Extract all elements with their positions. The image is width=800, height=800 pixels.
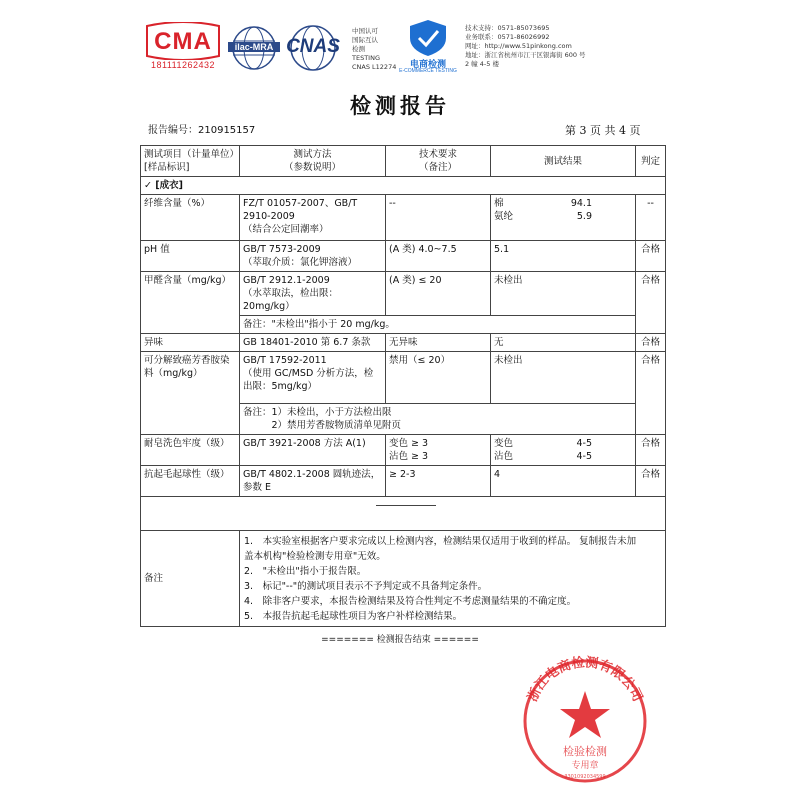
table-row [141, 352, 666, 404]
cnas-caption-line: TESTING [352, 54, 380, 62]
cma-number: 181111262432 [150, 60, 216, 70]
cnas-logo [283, 24, 343, 72]
ecommerce-logo-sub: E-COMMERCE TESTING [399, 68, 457, 74]
verdict-cell: -- [636, 195, 666, 241]
contact-block [465, 24, 665, 69]
remark-line: 2. "未检出"指小于报告限。 [244, 566, 367, 577]
verdict-cell: 合格 [636, 466, 666, 497]
seal-code: 3301092034599 [564, 774, 606, 780]
result-cell: 未检出 [491, 272, 636, 316]
table-row [141, 241, 666, 272]
seal-center-text: 检验检测 [563, 745, 607, 758]
header-result: 测试结果 [491, 146, 636, 177]
requirement-cell: ≥ 2-3 [386, 466, 491, 497]
contact-line: 网址：http://www.51pinkong.com [465, 42, 572, 50]
requirement-cell: 无异味 [386, 334, 491, 352]
contact-line: 地址：浙江省杭州市江干区银海街 600 号 [465, 51, 586, 59]
method-cell: GB/T 17592-2011 （使用 GC/MSD 分析方法，检 出限：5mg/kg） [240, 352, 386, 404]
table-row [141, 272, 666, 316]
cma-logo [143, 22, 223, 74]
table-row [141, 466, 666, 497]
cma-logo-text: CMA [154, 28, 212, 55]
table-header-row [141, 146, 666, 177]
note-cell: 备注：1）未检出，小于方法检出限 2）禁用芳香胺物质清单见附页 [240, 404, 636, 435]
table-row [141, 334, 666, 352]
cnas-caption-line: 国际互认 [352, 36, 378, 44]
section-label: ✓ [成衣] [141, 177, 666, 195]
method-cell: GB/T 7573-2009 （萃取介质：氯化钾溶液） [240, 241, 386, 272]
header-method: 测试方法 （参数说明） [240, 146, 386, 177]
item-cell: 异味 [141, 334, 240, 352]
verdict-cell: 合格 [636, 241, 666, 272]
remarks-row [141, 531, 666, 627]
remarks-label: 备注 [141, 531, 240, 627]
ilac-mra-text: ilac-MRA [228, 42, 280, 52]
section-row [141, 177, 666, 195]
header-requirement: 技术要求 （备注） [386, 146, 491, 177]
method-cell: GB/T 4802.1-2008 圆轨迹法， 参数 E [240, 466, 386, 497]
item-cell: pH 值 [141, 241, 240, 272]
header-item: 测试项目（计量单位） [样品标识] [141, 146, 240, 177]
result-cell: 无 [491, 334, 636, 352]
item-cell: 抗起毛起球性（级） [141, 466, 240, 497]
official-seal-icon [515, 655, 655, 785]
remark-line: 1. 本实验室根据客户要求完成以上检测内容，检测结果仅适用于收到的样品。 复制报告未加 [244, 536, 637, 547]
method-cell: GB/T 3921-2008 方法 A(1) [240, 435, 386, 466]
ilac-mra-logo [230, 24, 278, 72]
cnas-caption [352, 27, 402, 72]
ecommerce-testing-logo [398, 18, 458, 76]
note-cell: 备注："未检出"指小于 20 mg/kg。 [240, 316, 636, 334]
official-seal [515, 655, 655, 785]
method-cell: GB 18401-2010 第 6.7 条款 [240, 334, 386, 352]
table-row [141, 435, 666, 466]
contact-line: 技术支持：0571-85073695 [465, 24, 550, 32]
result-cell: 未检出 [491, 352, 636, 404]
requirement-cell: (A 类) 4.0~7.5 [386, 241, 491, 272]
cnas-caption-line: 中国认可 [352, 27, 378, 35]
verdict-cell: 合格 [636, 272, 666, 334]
report-number: 报告编号：210915157 [148, 125, 256, 136]
contact-line: 2 幢 4-5 楼 [465, 60, 499, 68]
requirement-cell: (A 类) ≤ 20 [386, 272, 491, 316]
requirement-cell: 变色 ≥ 3 沾色 ≥ 3 [386, 435, 491, 466]
remark-line: 5. 本报告抗起毛起球性项目为客户补样检测结果。 [244, 611, 463, 622]
divider [376, 505, 436, 506]
contact-line: 业务联系：0571-86026992 [465, 33, 550, 41]
result-cell: 5.1 [491, 241, 636, 272]
seal-ring-text: 浙江电商检测有限公司 [525, 655, 645, 705]
result-cell: 棉 94.1 氨纶 5.9 [491, 195, 636, 241]
requirement-cell: 禁用（≤ 20） [386, 352, 491, 404]
result-cell: 变色 4-5 沾色 4-5 [491, 435, 636, 466]
requirement-cell: -- [386, 195, 491, 241]
report-end-line: ======= 检测报告结束 ====== [321, 635, 479, 645]
table-row [141, 195, 666, 241]
cnas-caption-line: 检测 [352, 45, 365, 53]
method-cell: GB/T 2912.1-2009 （水萃取法，检出限：20mg/kg） [240, 272, 386, 316]
cnas-caption-line: CNAS L12274 [352, 63, 397, 71]
cnas-logo-text: CNAS [286, 36, 340, 57]
empty-row [141, 497, 666, 531]
item-cell: 纤维含量（%） [141, 195, 240, 241]
seal-sub-text: 专用章 [571, 761, 599, 771]
page-info: 第 3 页 共 4 页 [565, 124, 641, 137]
results-table [140, 145, 666, 627]
item-cell: 耐皂洗色牢度（级） [141, 435, 240, 466]
remark-line: 4. 除非客户要求，本报告检测结果及符合性判定不考虑测量结果的不确定度。 [244, 596, 577, 607]
result-cell: 4 [491, 466, 636, 497]
item-cell: 可分解致癌芳香胺染 料（mg/kg） [141, 352, 240, 435]
verdict-cell: 合格 [636, 334, 666, 352]
verdict-cell: 合格 [636, 352, 666, 435]
report-title: 检测报告 [350, 93, 450, 118]
verdict-cell: 合格 [636, 435, 666, 466]
remarks-cell [240, 531, 666, 627]
shield-check-icon [398, 18, 458, 58]
header-verdict: 判定 [636, 146, 666, 177]
remark-line: 盖本机构"检验检测专用章"无效。 [244, 551, 386, 562]
remark-line: 3. 标记"--"的测试项目表示不予判定或不具备判定条件。 [244, 581, 488, 592]
item-cell: 甲醛含量（mg/kg） [141, 272, 240, 334]
empty-cell [141, 497, 666, 531]
ecommerce-logo-name: 电商检测 [409, 59, 446, 69]
method-cell: FZ/T 01057-2007、GB/T 2910-2009 （结合公定回潮率） [240, 195, 386, 241]
